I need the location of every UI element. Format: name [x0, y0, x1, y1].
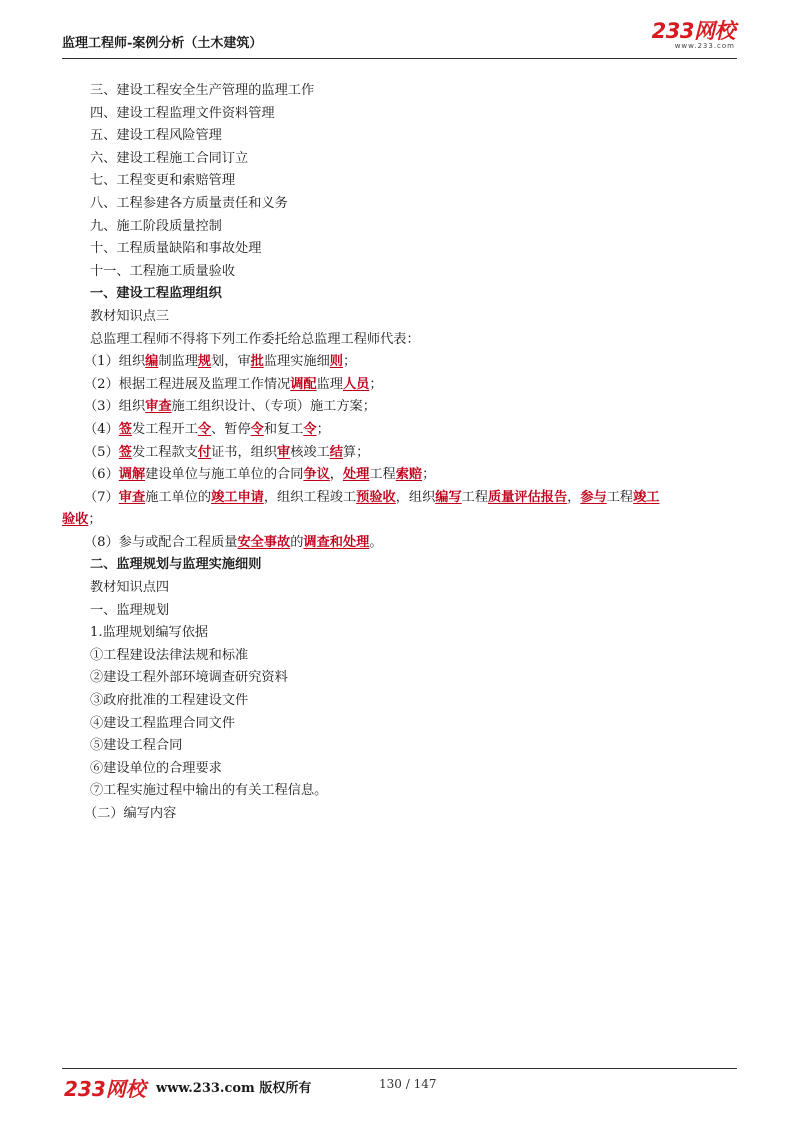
- text-segment: 、暂停: [211, 421, 251, 437]
- text-segment: ①工程建设法律法规和标准: [90, 647, 249, 663]
- text-line: [62, 532, 740, 555]
- text-segment: （8）参与或配合工程质量: [84, 534, 238, 550]
- text-line: [62, 713, 740, 736]
- text-segment: ；: [369, 376, 383, 392]
- text-segment: 五、建设工程风险管理: [90, 128, 222, 144]
- text-segment: （1）组织: [84, 354, 146, 370]
- document-title: 监理工程师-案例分析（土木建筑）: [62, 36, 263, 51]
- text-segment: 十一、工程施工质量验收: [90, 263, 236, 279]
- text-segment: ，组织工程竣工: [263, 489, 357, 505]
- text-segment: 四、建设工程监理文件资料管理: [90, 105, 275, 121]
- text-segment: 工程: [369, 467, 396, 483]
- highlighted-keyword: 调查和处理: [303, 534, 370, 550]
- text-line: [62, 283, 740, 306]
- text-line: [62, 622, 740, 645]
- text-segment: 算；: [342, 444, 370, 460]
- highlighted-keyword: 签: [118, 444, 132, 460]
- text-segment: 的: [290, 534, 304, 550]
- text-line: [62, 170, 740, 193]
- highlighted-keyword: 令: [197, 421, 212, 437]
- text-line: [62, 419, 740, 442]
- text-segment: 总监理工程师不得将下列工作委托给总监理工程师代表：: [90, 331, 420, 347]
- text-segment: 教材知识点三: [90, 308, 170, 324]
- text-segment: ，: [329, 467, 343, 483]
- text-segment: 教材知识点四: [90, 580, 170, 596]
- highlighted-keyword: 审查: [118, 489, 146, 505]
- text-segment: ③政府批准的工程建设文件: [90, 693, 249, 709]
- text-segment: 监理: [316, 376, 343, 392]
- highlighted-keyword: 审: [277, 444, 291, 460]
- text-segment: 施工组织设计、（专项）施工方案；: [171, 399, 376, 415]
- text-segment: ；: [422, 467, 436, 483]
- text-line: [62, 351, 740, 374]
- highlighted-keyword: 签: [118, 421, 132, 437]
- highlighted-keyword: 规: [197, 354, 212, 370]
- text-line: [62, 148, 740, 171]
- text-segment: 1.监理规划编写依据: [90, 625, 209, 641]
- text-segment: 制监理: [158, 354, 198, 370]
- text-segment: 七、工程变更和索赔管理: [90, 173, 236, 189]
- text-segment: 施工单位的: [145, 489, 212, 505]
- footer-logo: 233网校: [64, 1077, 146, 1101]
- text-segment: ；: [342, 354, 357, 370]
- text-segment: 八、工程参建各方质量责任和义务: [90, 195, 288, 211]
- text-line: [62, 554, 740, 577]
- highlighted-keyword: 调配: [290, 376, 317, 392]
- text-segment: 核竣工: [290, 444, 330, 460]
- text-line: [62, 216, 740, 239]
- highlighted-keyword: 调解: [118, 467, 146, 483]
- text-segment: 工程: [461, 489, 489, 505]
- text-segment: （3）组织: [84, 399, 146, 415]
- highlighted-keyword: 令: [303, 421, 317, 437]
- text-line: [62, 193, 740, 216]
- highlighted-keyword: 预验收: [356, 489, 396, 505]
- text-line: [62, 803, 740, 826]
- text-segment: ；: [88, 512, 102, 528]
- text-line: [62, 125, 740, 148]
- highlighted-keyword: 编: [145, 354, 159, 370]
- text-segment: 三、建设工程安全生产管理的监理工作: [90, 83, 315, 98]
- text-segment: 。: [369, 534, 383, 550]
- text-line: [62, 374, 740, 397]
- text-line: [62, 758, 740, 781]
- highlighted-keyword: 处理: [342, 467, 370, 483]
- text-line: [62, 103, 740, 126]
- text-line: [62, 442, 740, 465]
- text-line: [62, 261, 740, 284]
- logo-url: www.233.com: [674, 42, 735, 50]
- text-segment: ⑦工程实施过程中输出的有关工程信息。: [90, 783, 328, 799]
- text-segment: 和复工: [263, 421, 304, 437]
- highlighted-keyword: 安全事故: [237, 534, 291, 550]
- highlighted-keyword: 质量评估报告: [488, 489, 568, 505]
- text-line: [62, 690, 740, 713]
- text-segment: （7）: [84, 489, 119, 505]
- text-segment: 十、工程质量缺陷和事故处理: [90, 241, 262, 257]
- text-segment: 九、施工阶段质量控制: [90, 218, 222, 234]
- text-segment: ，: [567, 489, 581, 505]
- text-segment: 二、监理规划与监理实施细则: [90, 557, 262, 573]
- highlighted-keyword: 竣工: [633, 489, 660, 505]
- text-segment: （二）编写内容: [84, 806, 177, 821]
- text-segment: ④建设工程监理合同文件: [90, 715, 236, 731]
- page-header: [62, 20, 737, 59]
- document-body: [62, 80, 740, 826]
- text-segment: ，组织: [395, 489, 436, 505]
- footer-copyright: www.233.com 版权所有: [156, 1081, 312, 1096]
- page-footer: [62, 1068, 737, 1109]
- page-number: 130 / 147: [379, 1077, 437, 1091]
- text-segment: （6）: [84, 467, 119, 483]
- text-segment: 一、监理规划: [90, 602, 170, 618]
- text-line: [62, 780, 740, 803]
- text-segment: 证书，组织: [211, 444, 278, 460]
- highlighted-keyword: 参与: [580, 489, 607, 505]
- text-line: [62, 487, 740, 510]
- highlighted-keyword: 验收: [62, 512, 89, 528]
- text-segment: 发工程款支: [131, 444, 198, 460]
- text-line: [62, 735, 740, 758]
- highlighted-keyword: 付: [197, 444, 212, 460]
- text-segment: ；: [316, 421, 330, 437]
- logo-text: 233网校: [651, 19, 735, 43]
- highlighted-keyword: 人员: [342, 376, 370, 392]
- highlighted-keyword: 审查: [145, 399, 172, 415]
- text-line: [62, 509, 740, 532]
- text-line: [62, 577, 740, 600]
- text-line: [62, 396, 740, 419]
- text-line: [62, 329, 740, 352]
- highlighted-keyword: 则: [329, 354, 343, 370]
- text-line: [62, 645, 740, 668]
- highlighted-keyword: 令: [250, 421, 264, 437]
- text-segment: ⑥建设单位的合理要求: [90, 760, 222, 776]
- highlighted-keyword: 竣工申请: [211, 489, 264, 505]
- highlighted-keyword: 争议: [303, 467, 330, 483]
- text-segment: ⑤建设工程合同: [90, 738, 183, 754]
- text-line: [62, 600, 740, 623]
- text-segment: 六、建设工程施工合同订立: [90, 150, 249, 166]
- text-segment: （5）: [84, 444, 119, 460]
- text-segment: 建设单位与施工单位的合同: [145, 467, 304, 483]
- highlighted-keyword: 索赔: [395, 467, 423, 483]
- text-line: [62, 306, 740, 329]
- text-line: [62, 238, 740, 261]
- text-segment: 发工程开工: [131, 421, 198, 437]
- text-line: [62, 464, 740, 487]
- brand-logo: [652, 20, 735, 50]
- text-segment: 工程: [606, 489, 634, 505]
- text-segment: （2）根据工程进展及监理工作情况: [84, 376, 291, 392]
- text-segment: 一、建设工程监理组织: [90, 286, 222, 302]
- text-segment: （4）: [84, 421, 119, 437]
- text-line: [62, 80, 740, 103]
- text-segment: 划，审: [211, 354, 251, 370]
- text-segment: ②建设工程外部环境调查研究资料: [90, 670, 288, 686]
- highlighted-keyword: 结: [329, 444, 343, 460]
- text-segment: 监理实施细: [263, 354, 330, 370]
- highlighted-keyword: 编写: [435, 489, 462, 505]
- text-line: [62, 667, 740, 690]
- highlighted-keyword: 批: [250, 354, 264, 370]
